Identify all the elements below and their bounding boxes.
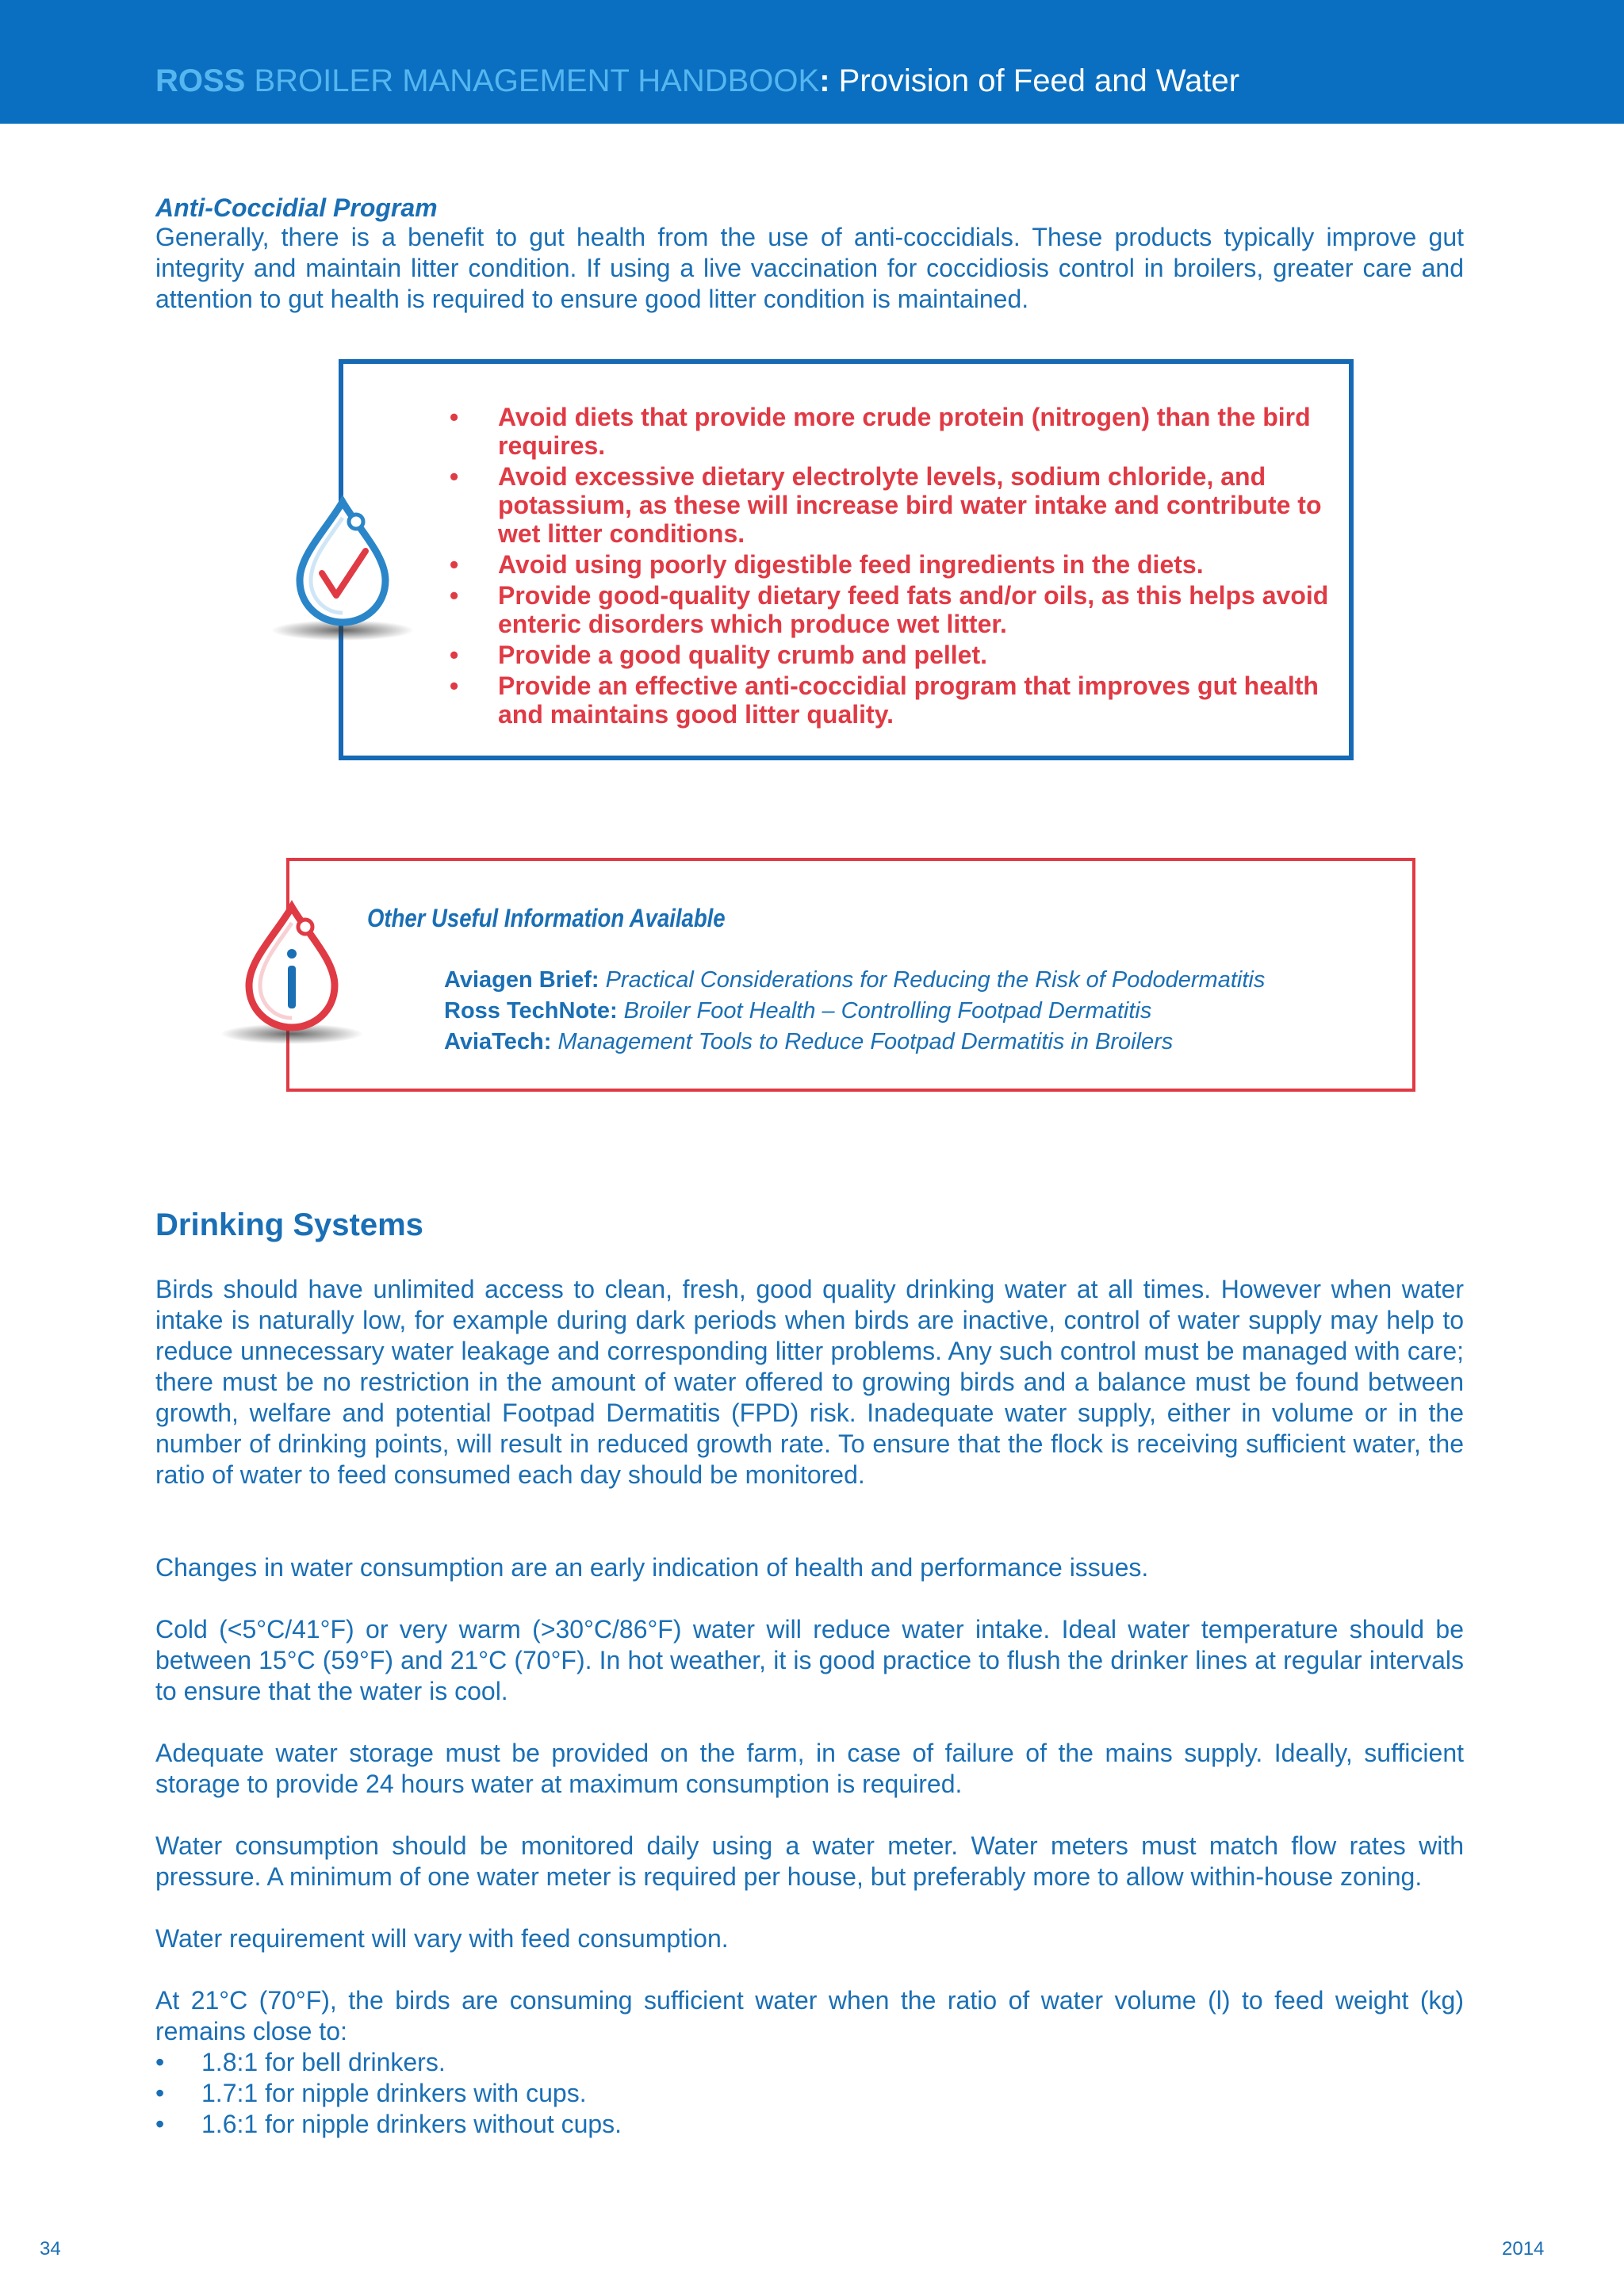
- anticoccidial-body: Generally, there is a benefit to gut health from the use of anti-coccidials. These products typically improve gut integrity and maintain litter condition. If using a live vaccination for coccidiosis control in broilers, greater care and attention to gut health is required to ensure good litter condition is maintained.: [155, 223, 1464, 313]
- header-title: [155, 62, 1239, 100]
- info-source: Aviagen Brief:: [444, 967, 599, 993]
- tip-text: Provide a good quality crumb and pellet.: [498, 641, 987, 669]
- check-drop-icon: [260, 472, 419, 654]
- ratio-list: [155, 2047, 622, 2140]
- info-source: Ross TechNote:: [444, 998, 618, 1024]
- list-item-text: 1.6:1 for nipple drinkers without cups.: [201, 2110, 622, 2138]
- paragraph: Changes in water consumption are an early indication of health and performance issues.: [155, 1553, 1149, 1582]
- tip-text: Provide good-quality dietary feed fats and/or oils, as this helps avoid enteric disorders which produce wet litter.: [498, 581, 1329, 638]
- list-item-text: 1.8:1 for bell drinkers.: [201, 2048, 446, 2076]
- list-item-text: 1.7:1 for nipple drinkers with cups.: [201, 2079, 587, 2107]
- list-bullet: •: [155, 2079, 165, 2107]
- info-reference: [444, 966, 1265, 994]
- header-section-title: Provision of Feed and Water: [838, 63, 1240, 98]
- tip-text: Avoid diets that provide more crude protein (nitrogen) than the bird requires.: [498, 403, 1311, 460]
- tip-list: [446, 403, 1350, 731]
- tip-item: [446, 581, 1350, 638]
- info-doc-title: Management Tools to Reduce Footpad Dermatitis in Broilers: [557, 1029, 1174, 1054]
- info-doc-title: Practical Considerations for Reducing the Risk of Pododermatitis: [605, 967, 1266, 993]
- tip-text: Avoid excessive dietary electrolyte levels, sodium chloride, and potassium, as these will increase bird water intake and contribute to wet litter conditions.: [498, 462, 1322, 548]
- info-title: Other Useful Information Available: [367, 904, 726, 932]
- tip-text: Provide an effective anti-coccidial program that improves gut health and maintains good litter quality.: [498, 672, 1319, 729]
- header-separator: :: [819, 63, 830, 98]
- paragraph: Water consumption should be monitored daily using a water meter. Water meters must match flow rates with pressure. A minimum of one water meter is required per house, but preferably more to allow within-house zoning.: [155, 1831, 1464, 1891]
- info-reference: [444, 1027, 1173, 1056]
- page-number: 34: [40, 2238, 61, 2260]
- paragraph: Adequate water storage must be provided on the farm, in case of failure of the mains supply. Ideally, sufficient storage to provide 24 hours water at maximum consumption is required.: [155, 1739, 1464, 1798]
- header-brand: ROSS: [155, 63, 246, 98]
- info-drop-icon: [209, 880, 368, 1062]
- tip-text: Avoid using poorly digestible feed ingredients in the diets.: [498, 550, 1204, 579]
- tip-item: [446, 672, 1350, 729]
- tip-bullet: •: [450, 581, 459, 610]
- tip-item: [446, 550, 1350, 579]
- info-source: AviaTech:: [444, 1029, 552, 1054]
- tip-bullet: •: [450, 672, 459, 700]
- footer-year: 2014: [1502, 2238, 1545, 2260]
- paragraph: Cold (<5°C/41°F) or very warm (>30°C/86°F) water will reduce water intake. Ideal water temperature should be between 15°C (59°F) and 21°C (70°F). In hot weather, it is good practice to flush the drinker lines at regular intervals to ensure that the water is cool.: [155, 1615, 1464, 1705]
- list-bullet: •: [155, 2110, 165, 2138]
- list-bullet: •: [155, 2048, 165, 2076]
- tip-bullet: •: [450, 550, 459, 579]
- tip-bullet: •: [450, 641, 459, 669]
- list-item: [155, 2109, 622, 2140]
- tip-item: [446, 462, 1350, 548]
- header-bar: [0, 0, 1624, 124]
- tip-bullet: •: [450, 403, 459, 431]
- info-doc-title: Broiler Foot Health – Controlling Footpad Dermatitis: [623, 998, 1152, 1024]
- list-item: [155, 2078, 622, 2109]
- info-reference: [444, 997, 1151, 1025]
- tip-item: [446, 641, 1350, 669]
- paragraph: Water requirement will vary with feed consumption.: [155, 1924, 729, 1953]
- paragraph: Birds should have unlimited access to clean, fresh, good quality drinking water at all times. However when water intake is naturally low, for example during dark periods when birds are inactive, control of water supply may help to reduce unnecessary water leakage and corresponding litter problems. Any such control must be managed with care; there must be no restriction in the amount of water offered to growing birds and a balance must be found between growth, welfare and potential Footpad Dermatitis (FPD) risk. Inadequate water supply, either in volume or in the number of drinking points, will result in reduced growth rate. To ensure that the flock is receiving sufficient water, the ratio of water to feed consumed each day should be monitored.: [155, 1275, 1464, 1489]
- section-heading: Drinking Systems: [155, 1207, 423, 1242]
- tip-item: [446, 403, 1350, 460]
- tip-bullet: •: [450, 462, 459, 491]
- paragraph: At 21°C (70°F), the birds are consuming sufficient water when the ratio of water volume (l) to feed weight (kg) remains close to:: [155, 1986, 1464, 2045]
- header-book-title: BROILER MANAGEMENT HANDBOOK: [254, 63, 820, 98]
- list-item: [155, 2047, 622, 2078]
- anticoccidial-title: Anti-Coccidial Program: [155, 193, 438, 222]
